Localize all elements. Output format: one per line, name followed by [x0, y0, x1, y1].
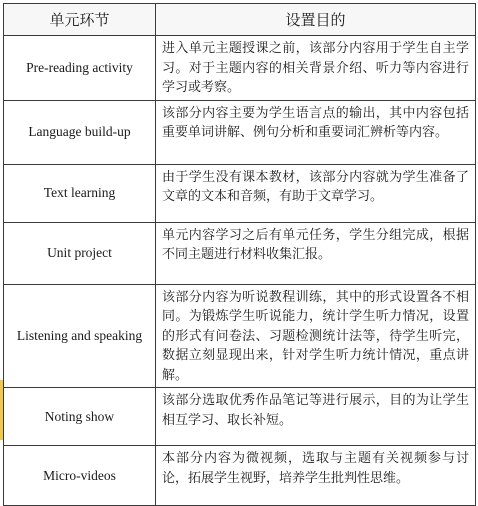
stage-cell: Listening and speaking [4, 284, 156, 388]
purpose-cell: 由于学生没有课本教材，该部分内容就为学生准备了文章的文本和音频，有助于文章学习。 [156, 164, 476, 222]
stage-cell: Pre-reading activity [4, 36, 156, 101]
purpose-cell: 该部分内容主要为学生语言点的输出，其中内容包括重要单词讲解、例句分析和重要词汇辨析等内容。 [156, 100, 476, 164]
stage-cell: Noting show [4, 388, 156, 446]
stage-cell: Unit project [4, 222, 156, 284]
table-header-row [4, 4, 476, 36]
table-row [4, 446, 476, 506]
table-row [4, 388, 476, 446]
stage-cell: Text learning [4, 164, 156, 222]
table-row [4, 222, 476, 284]
table-row [4, 284, 476, 388]
table-row [4, 100, 476, 164]
table-row [4, 164, 476, 222]
stage-cell: Language build-up [4, 100, 156, 164]
stage-cell: Micro-videos [4, 446, 156, 506]
purpose-cell: 进入单元主题授课之前，该部分内容用于学生自主学习。对于主题内容的相关背景介绍、听力等内容进行学习或考察。 [156, 36, 476, 101]
purpose-cell: 该部分选取优秀作品笔记等进行展示，目的为让学生相互学习、取长补短。 [156, 388, 476, 446]
purpose-cell: 本部分内容为微视频，选取与主题有关视频参与讨论，拓展学生视野，培养学生批判性思维。 [156, 446, 476, 506]
header-purpose: 设置目的 [156, 4, 476, 36]
table-row [4, 36, 476, 101]
purpose-cell: 该部分内容为听说教程训练，其中的形式设置各不相同。为锻炼学生听说能力，统计学生听力情况，设置的形式有问卷法、习题检测统计法等，待学生听完，数据立刻显现出来，针对学生听力统计情况，重点讲解。 [156, 284, 476, 388]
purpose-cell: 单元内容学习之后有单元任务，学生分组完成，根据不同主题进行材料收集汇报。 [156, 222, 476, 284]
unit-structure-table [3, 3, 476, 506]
header-stage: 单元环节 [4, 4, 156, 36]
